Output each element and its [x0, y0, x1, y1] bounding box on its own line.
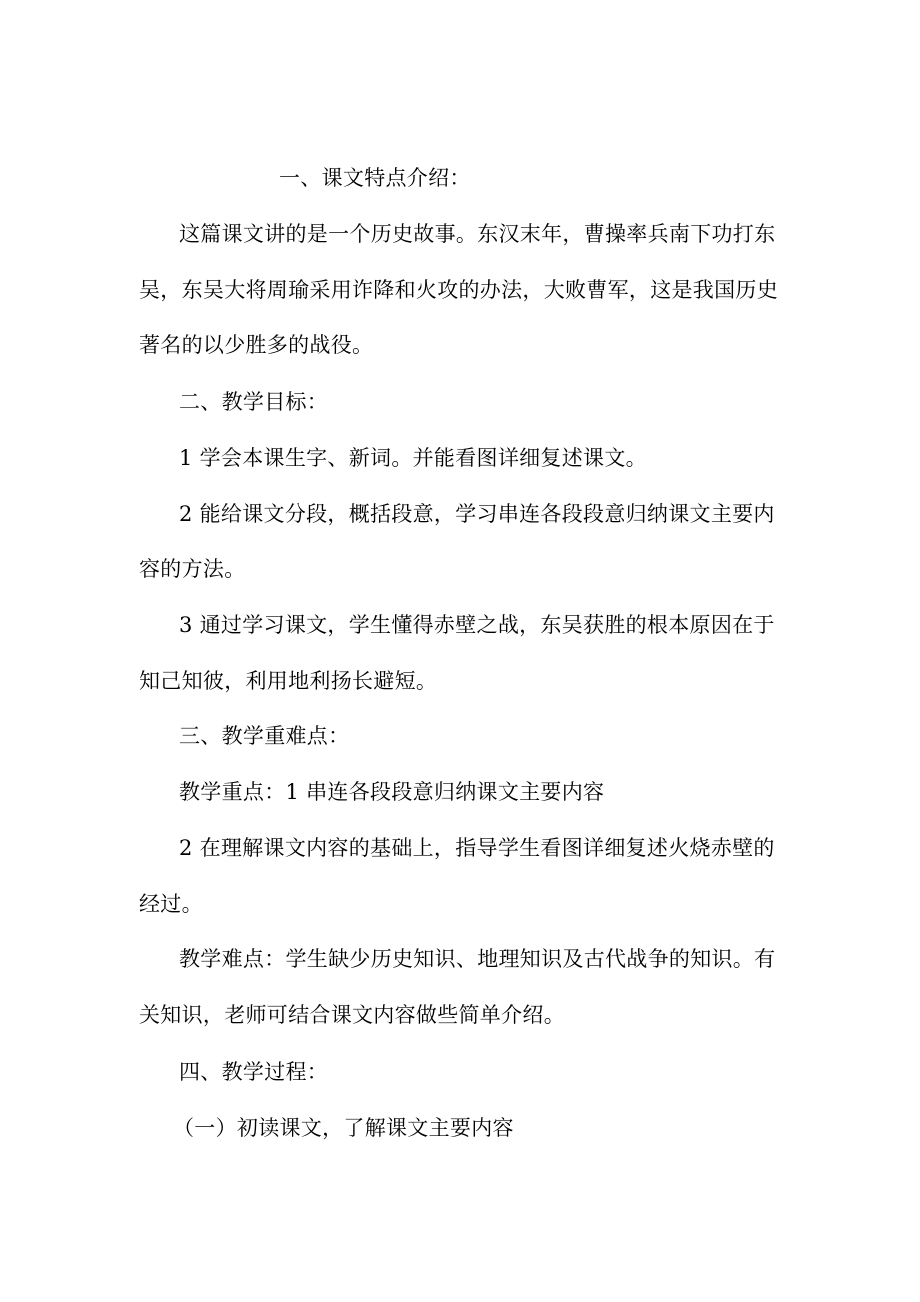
- subsection-heading-1: （一）初读课文，了解课文主要内容: [173, 1116, 514, 1140]
- paragraph-line: 容的方法。: [139, 557, 246, 581]
- paragraph-line: 经过。: [139, 892, 203, 916]
- key-point-2: 2 在理解课文内容的基础上，指导学生看图详细复述火烧赤壁的: [179, 836, 775, 860]
- difficulty-paragraph: 教学难点：学生缺少历史知识、地理知识及古代战争的知识。有: [179, 947, 776, 971]
- paragraph-line: 著名的以少胜多的战役。: [139, 333, 374, 357]
- list-item-goal-1: 1 学会本课生字、新词。并能看图详细复述课文。: [179, 446, 647, 470]
- list-item-goal-2: 2 能给课文分段，概括段意，学习串连各段段意归纳课文主要内: [179, 502, 775, 526]
- section-heading-3: 三、教学重难点：: [179, 724, 350, 748]
- section-heading-4: 四、教学过程：: [179, 1060, 329, 1084]
- paragraph-line: 知己知彼，利用地利扬长避短。: [139, 669, 438, 693]
- section-heading-1: 一、课文特点介绍：: [279, 166, 471, 190]
- paragraph-line: 关知识，老师可结合课文内容做些简单介绍。: [139, 1003, 565, 1027]
- paragraph-line: 这篇课文讲的是一个历史故事。东汉末年，曹操率兵南下功打东: [179, 222, 776, 246]
- paragraph-line: 吴，东吴大将周瑜采用诈降和火攻的办法，大败曹军，这是我国历史: [139, 278, 778, 302]
- list-item-goal-3: 3 通过学习课文，学生懂得赤壁之战，东吴获胜的根本原因在于: [179, 613, 775, 637]
- section-heading-2: 二、教学目标：: [179, 390, 329, 414]
- key-point-1: 教学重点：1 串连各段段意归纳课文主要内容: [179, 780, 605, 804]
